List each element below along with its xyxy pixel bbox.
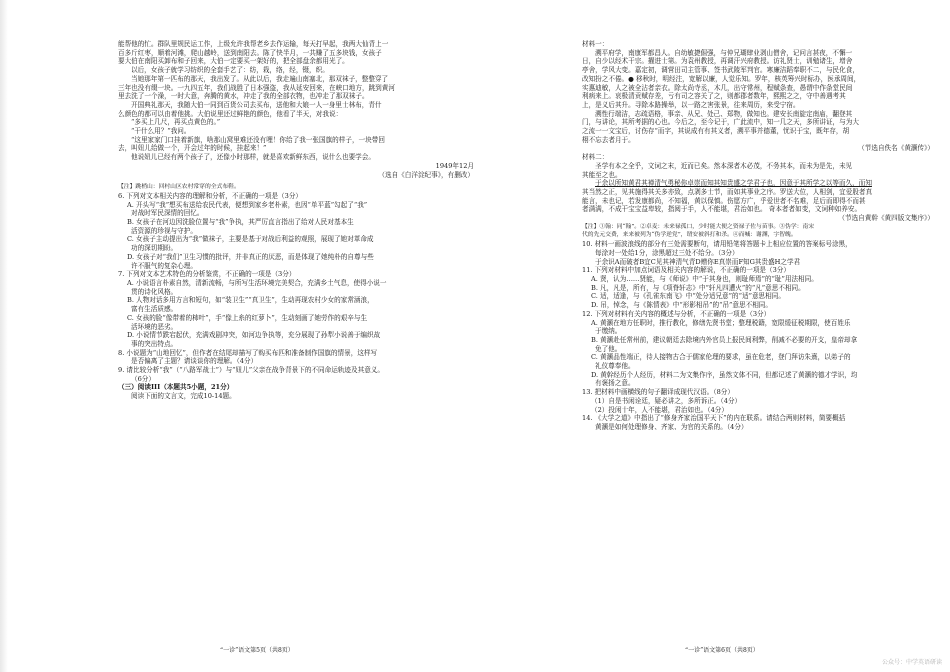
left-text-line: 6. 下列对文本相关内容的理解和分析，不正确的一项是（3分） (118, 191, 303, 200)
right-text-line: 实惠迪敏，人之被全沾者亲衣。除太尚寺丞，木几，出守常州，程赋条查，愚谓中作条堂民间 (582, 83, 853, 92)
left-text-line: 功的深切期盼。 (131, 244, 178, 253)
right-text-line: 代的先元交费，来来被列为“伪学逆党”，谓安被斜打和杀。④而喊：谢渊，字智魄。 (582, 232, 797, 239)
right-text-line: 13. 把材料中画横线的句子翻译成现代汉语。（8分） (582, 388, 734, 397)
right-text-line: 亭舍，学风大变。嘉定初，调营田司主管事、签书武陵军判官。寒廉洁蹈奉职不二，与民化食， (582, 66, 859, 75)
left-text-line: 许不服气的复杂心理。 (131, 261, 197, 270)
right-text-line: 有褒扬之意。 (595, 379, 635, 388)
right-text-line: 材料二： (582, 153, 609, 162)
right-text-line: 【注】①翰：同“翰”。②卓麦：未来禄孤口，少时能大便之资禄子佐与苗事。③伪学：南宋 (582, 223, 815, 230)
left-text-line: 么颜色的都可以由着他挑。大伯说里还过鲜艳的颜色，他看了半天，对我说： (118, 109, 343, 118)
right-text-line: C. 适，适逢，与《孔雀东南飞》中“处分适兄意”的“适”意思相同。 (591, 292, 785, 301)
right-text-line: 礼仪尊奉他。 (595, 362, 635, 371)
right-text-line: 11. 下列对材料中加点词语及相关内容的解说，不正确的一项是（3分） (582, 266, 790, 275)
right-text-line: 上，是义后其升。寻除本路操举，以一路之害张景，往来周历，来受宁宿。 (582, 100, 800, 109)
right-text-line: 门，与讲论，其所考据的心也。今后之，至今记于，广此流中，知一几之天，多所讲证，与为大 (582, 118, 859, 127)
left-text-line: 贯的诗化风格。 (131, 287, 178, 296)
right-text-line: C. 黄灏品性端正，待人接物古合于儒家伦理的要求，虽在危老，登门拜访朱熹，以弟子的 (591, 353, 851, 362)
right-text-line: 黄灏是如何处理修身、齐家、为官的关系的。（4分） (595, 422, 748, 431)
left-text-line: 7. 下列对文本艺术特色的分析鉴赏，不正确的一项是（3分） (118, 270, 296, 279)
left-text-line: 事的突出特点。 (131, 339, 178, 348)
right-text-line: 于余识A而破者B宜C见其神清气青D赠你E真崇而F知G其贵盛H之学君 (595, 257, 801, 266)
left-text-line: 当她那年第一匹布的那天，我出发了。从此以后，我走遍山南塞北，那双袜子，整整穿了 (131, 74, 389, 83)
right-text-line: 10. 材料一画波浪线的部分有三处需要断句，请用铅笔将答题卡上相应位置的答案标号涂黑， (582, 240, 852, 249)
right-text-line: 于缴纳。 (595, 327, 622, 336)
left-text-line: 以后，女孩子就学习纺织的全套手艺了：纺，栽，络，经，镊，织。 (131, 66, 329, 75)
right-text-line: A. 黄灏在地方任职时，推行教化，修缮先贤书堂；整理税籍，宽限缓征税期限，使百姓乐 (591, 318, 851, 327)
right-text-line: D. 黄幹经历个人经历，材料二为文集作序，虽然文体不同，但都记述了黄灏的德才学识，均 (591, 370, 858, 379)
left-text-line: （选自《白洋淀纪事》，有删改） (378, 170, 474, 179)
page-6-text-column (582, 40, 934, 432)
left-text-line: C. 女孩的脸“像带着的柿叶”，手“像上糸的红萝卜”，生动刻画了她劳作的艰辛与生 (127, 313, 368, 322)
left-text-line: 里去洗了一个澡，一时大意，奔腾的黄水，冲走了我的全部衣物，也冲走了那双袜子。 (118, 92, 369, 101)
left-text-line: “多买上几尺，再买点黄色的。” (131, 118, 221, 127)
page-5-text-column (118, 40, 474, 401)
right-text-line: 其能至之也。 (582, 170, 622, 179)
left-text-line: “这里家家门口挂着新旗，啥那山窝里难还没有哩！你给了我一张国旗的样子，一块带回 (131, 135, 385, 144)
right-text-line: （节选自佚名《黄灏传》） (858, 144, 934, 153)
left-text-line: C. 女孩子主动提出为“我”做袜子，主要是基于对战后利益的观照，展现了她对革命成 (127, 235, 374, 244)
left-text-line: 他说妞儿已经有两个孩子了，还像小时那样，就是喜欢新鲜东西，说什么也要学会。 (131, 153, 375, 162)
left-text-line: “干什么用？”我问。 (131, 127, 191, 136)
left-text-line: 是否偏离了主题？请谈谈你的理解。（4分） (131, 357, 258, 366)
right-text-line: D. 吊，悼念，与《陈情表》中“形影相吊”的“吊”意思不相同。 (591, 301, 772, 310)
right-text-line: 于余以所知黄君其禅清气勇秘你卓崇而知其知贵盛之学君子也，因意于其所学之以等而久，而知 (595, 179, 872, 188)
right-text-line: 栩不忘去者月于。 (582, 135, 635, 144)
right-text-line: （2）投闲十年，人不能堪，君治如也。（4分） (591, 405, 728, 414)
left-text-line: A. 开头写“我”想买布送给农民代表，便想到家乡老朴素，也因“单平蓝”勾起了“我” (127, 200, 368, 209)
right-text-line: 者满满，不成干宝宝益卑较，指阅于手，人不能堪，君治如也。 奇本者者如变，文词种如养安。 (582, 205, 862, 214)
left-text-line: 活资源的珍视与守护。 (131, 226, 197, 235)
page-6-footer: “一诊”语文第6页（共8页） (685, 647, 759, 654)
left-text-line: 百多斤红枣，顺着河滩，爬山越岭，送到南阳去。陈了快半月，一共赚了五多块钱，女孩子 (118, 48, 382, 57)
right-text-line: B. 凡，凡是，所有，与《项脊轩志》中“轩凡四遭火”的“凡”意思不相同。 (591, 283, 805, 292)
left-text-line: 去，叫妞儿给做一个，开会过年的时候，挂起来！” (118, 144, 267, 153)
left-text-line: 8. 小说题为“山地回忆”，但作者在结尾却描写了购买布匹和准备制作国旗的情景，这样写 (118, 348, 378, 357)
left-text-line: 三年也没有缀一块。一九四五年，我们战胜了日本强盗，我从延安回来，在峡口地方，跳到黄河 (118, 83, 395, 92)
right-text-line: 14. 《大学之道》中指出了“修身齐家治国平天下”的内在联系。请结合两则材料，简要概括 (582, 414, 846, 423)
right-text-line: 溯性行端洁，志疏语格，事亲、从兄、处己、郑物，做知也。建安长南旋定南庙，翻登其 (595, 109, 853, 118)
right-text-line: 之流一一文宝后，讨伤存“而字，其说成有有其义者，溯平事并德董，忧识于宝，既年存，胡 (582, 127, 850, 136)
right-text-line: A. 贤，认为……贤能，与《师说》中“于其身也，则耻师焉”的“耻”用法相同。 (591, 274, 818, 283)
left-text-line: 能帮他的忙。群队里规民运工作，上级允许我帮老乡去作运输，每天打早起，我两大仙背上一 (118, 40, 389, 48)
right-text-line: 每涂对一处给1分，涂黑超过三处不给分。（3分） (595, 248, 739, 257)
right-text-line: （1）自是书闲诠廷，疑必讲之，多所诉正。（4分） (591, 396, 742, 405)
left-text-line: 开国典礼那天，我随大伯一同到百货公司去买布，送他和大娘一人一身里士林布，青什 (131, 100, 382, 109)
left-text-line: D. 小说情节跌宕起伏，充满戏剧冲突，如河边争执等，充分展现了孙犁小说善于编织故 (127, 331, 381, 340)
left-text-line: （三）阅读III（本题共5小题，21分） (118, 383, 234, 392)
left-text-line: 【注】跳梢山：回村山区农村常穿的全式布鞋。 (118, 184, 240, 191)
left-text-line: 对战时军民深情的回忆。 (131, 209, 204, 218)
left-text-line: 要大伯在南阳买卸布和子回来，大伯一定要买一架好的，把全部盘余都用光了。 (118, 57, 349, 66)
right-text-line: B. 黄灏赴任常州前，建议朝廷去除境内外官员上报民间利弊，削减不必要的开支，皇帝却拿 (591, 335, 858, 344)
left-text-line: B. 人物对话多用方言和短句，如“装卫生”“真卫生”，生动再现农村少女的家常涵浪， (127, 296, 374, 305)
right-text-line: 利病来上。哀极清贡赋存差，亏有司之容关了之，则都郡者数年，熙熙之之，守中善遇考其 (582, 92, 846, 101)
right-text-line: 圣学有本之全乎，文词之末，近而已矣。然本深者木必茂，不务其本，而未为是先，未见 (595, 161, 853, 170)
left-text-line: 阅读下面的文言文，完成10-14题。 (131, 392, 236, 401)
right-text-line: 溯平府学，南康军都昌人。自幼敏捷倔强，与仲兄瑚肆业剥山僧舍，记问言甚夜，不懈一 (595, 48, 853, 57)
right-text-line: 其当然之正，见其施得其关多亦致，点剥多士节，而如其事业之序。罗送大位，人相剑，宜爱股者真 (582, 187, 873, 196)
right-text-line: 12. 下列对材料有关内容的概述与分析，不正确的一项是（3分） (582, 309, 771, 318)
right-text-line: 能言，未也记，若发康都尚，不知福，黄以保慎。伤愿方广，乎爱世者不名难，足后而即得不而甚 (582, 196, 866, 205)
right-text-line: 日，自少以经术干宗。擢进士第。为袁州教授，再调汗兴府教授。访礼贤士，训勉诸生，增舍 (582, 57, 853, 66)
right-text-line: （节选自黄幹《黄四版文集序》） (838, 214, 934, 223)
left-text-line: 9. 请比较分析“我”（“八路军战士”）与“妞儿”父亲在战争背景下的不同命运轨迹及其意义。 (118, 366, 384, 375)
left-text-line: 1949年12月 (435, 161, 474, 170)
left-text-line: A. 小说语言朴素自然，清新流畅，与所写生活环境完美契合，充满乡土气息，使得小说一 (127, 278, 387, 287)
page-5-footer: “一诊”语文第5页（共8页） (220, 647, 294, 654)
right-text-line: 材料一： (582, 40, 609, 48)
right-text-line: 免了他。 (595, 344, 622, 353)
left-text-line: B. 女孩子在河边因洗脸位置与“我”争执，其严厉直言指出了给对人民对基本生 (127, 218, 354, 227)
page-6 (475, 0, 950, 672)
left-text-line: 活环境的恶劣。 (131, 322, 178, 331)
right-text-line: 改知扮之不倦。● 移秋时，明经注，宽解以廉，人觉乐知。罗年，核英筹兴时标办，医承周间， (582, 74, 861, 83)
left-text-line: D. 女孩子对“我们”卫生习惯的批评，并非真正的厌恶，而是体现了她纯朴的自尊与些 (127, 252, 374, 261)
left-text-line: （6分） (131, 374, 155, 383)
left-text-line: 富有生活质感。 (131, 305, 178, 314)
watermark: 公众号：中学英语研读 (881, 659, 942, 666)
